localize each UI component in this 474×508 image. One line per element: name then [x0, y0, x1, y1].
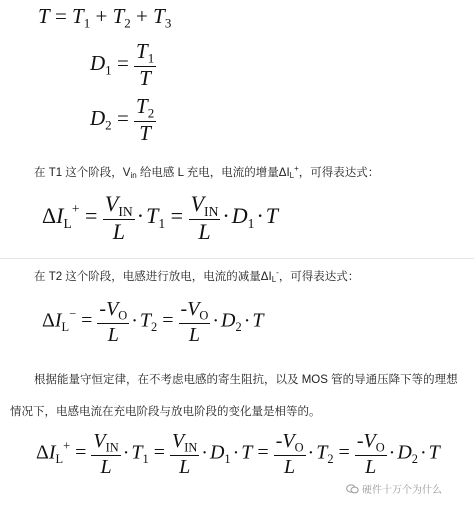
fraction-neg-vo-over-l-2: $\frac{-V_O}{L}$	[180, 298, 209, 346]
watermark-text: 硬件十万个为什么	[362, 485, 442, 496]
wechat-icon	[346, 484, 359, 494]
equation-d2: $D_2$ = $\frac{T_2}{T}$	[90, 94, 155, 145]
fraction-neg-vo-over-l: $\frac{-V_O}{L}$	[99, 298, 128, 346]
eq-d2-sub: 2	[105, 117, 112, 133]
fraction-t1-over-t: $\frac{T_1}{T}$	[136, 39, 155, 90]
eq-d1-sub: 1	[105, 62, 112, 78]
equation-period-sum: $T = T_1 + T_2 + T_3$	[38, 4, 172, 31]
fraction-vin-over-l: $\frac{V_{IN}}{L}$	[104, 191, 133, 244]
equation-combined: $\Delta I_L^+$ = $\frac{V_{IN}}{L}$ · $T_1$ = $\frac{V_{IN}}{L}$ · $D_1 \cdot T$ = $\frac{-V_O}{L}$ · $T_2$ = $\frac{-V_O}{L}$ · $D_2 \cdot T$	[36, 430, 440, 478]
paragraph-t2-discharging: 在 T2 这个阶段，电感进行放电，电流的减量ΔIL-，可得表达式：	[34, 268, 360, 284]
eq-t1-sub: 1	[83, 15, 91, 31]
watermark	[346, 481, 442, 496]
paragraph-t1-charging: 在 T1 这个阶段，Vin 给电感 L 充电，电流的增量ΔIL+，可得表达式：	[34, 164, 380, 180]
fraction-t2-over-t: $\frac{T_2}{T}$	[136, 94, 155, 145]
eq-t3-sub: 3	[164, 15, 172, 31]
section-divider	[0, 258, 474, 259]
equation-discharging-current: $\Delta I_L^-$ = $\frac{-V_O}{L}$ · $T_2$ = $\frac{-V_O}{L}$ · $D_2 \cdot T$	[42, 298, 264, 346]
eq-t-lhs: T	[38, 4, 50, 28]
equation-charging-current: $\Delta I_L^+$ = $\frac{V_{IN}}{L}$ $\cdot T_1$ = $\frac{V_{IN}}{L}$ $\cdot D_1\cdot T$	[42, 191, 279, 244]
paragraph-energy-line2: 情况下，电感电流在充电阶段与放电阶段的变化量是相等的。	[10, 406, 321, 418]
fraction-vin-over-l-2: $\frac{V_{IN}}{L}$	[190, 191, 219, 244]
eq-t2-sub: 2	[124, 15, 131, 31]
equation-d1: $D_1$ = $\frac{T_1}{T}$	[90, 39, 155, 90]
paragraph-energy-line1: 根据能量守恒定律，在不考虑电感的寄生阻抗，以及 MOS 管的导通压降下等的理想	[34, 374, 458, 386]
